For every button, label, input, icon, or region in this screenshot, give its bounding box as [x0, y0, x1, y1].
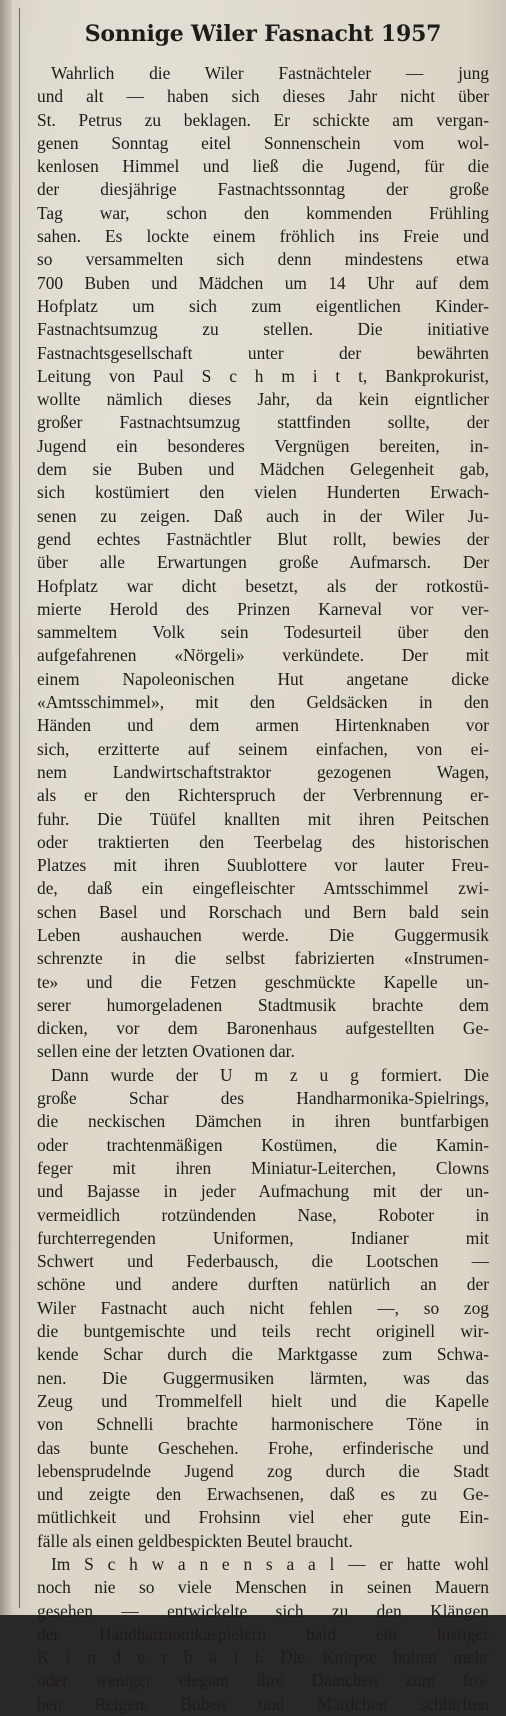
text-line: lebensprudelnde Jugend zog durch die Stadt — [37, 1460, 489, 1481]
text-line: der diesjährige Fastnachtssonntag der große — [37, 179, 489, 200]
text-line: und Bajasse in jeder Aufmachung mit der un- — [37, 1181, 489, 1202]
text-line: die buntgemischte und teils recht originell wir- — [37, 1321, 489, 1342]
text-line: dicken, vor dem Baronenhaus aufgestellten Ge- — [37, 1018, 489, 1039]
text-line: der Handharmonikaspielern bald ein lustiger — [37, 1623, 489, 1644]
text-line: Hofplatz war dicht besetzt, als der rotkostü- — [37, 575, 489, 596]
article-body — [37, 62, 489, 1716]
text-line: vermeidlich rotzündenden Nase, Roboter in — [37, 1204, 489, 1225]
text-line: schen Basel und Rorschach und Bern bald sein — [37, 901, 489, 922]
text-line: Wiler Fastnacht auch nicht fehlen —, so zog — [37, 1297, 489, 1318]
text-line: St. Petrus zu beklagen. Er schickte am vergan- — [37, 109, 489, 130]
text-line: schrenzte in die selbst fabrizierten «Instrumen- — [37, 948, 489, 969]
text-line: Leitung von Paul S c h m i t t, Bankprokurist, — [37, 365, 489, 386]
text-line: furchterregenden Uniformen, Indianer mit — [37, 1227, 489, 1248]
article — [37, 6, 489, 1716]
text-line: 700 Buben und Mädchen um 14 Uhr auf dem — [37, 272, 489, 293]
text-line: nem Landwirtschaftstraktor gezogenen Wagen, — [37, 761, 489, 782]
text-line: Fastnachtsgesellschaft unter der bewährten — [37, 342, 489, 363]
text-line: Im S c h w a n e n s a a l — er hatte wohl — [51, 1554, 489, 1574]
text-line: noch nie so viele Menschen in seinen Mauern — [37, 1577, 489, 1598]
text-line: «Amtsschimmel», mit den Geldsäcken in den — [37, 692, 489, 713]
text-line: aufgefahrenen «Nörgeli» verkündete. Der mit — [37, 645, 489, 666]
text-line: so versammelten sich denn mindestens etwa — [37, 249, 489, 270]
page-edge — [0, 0, 12, 1615]
text-line: von Schnelli brachte harmonischere Töne in — [37, 1414, 489, 1435]
text-line: oder trachtenmäßigen Kostümen, die Kamin- — [37, 1134, 489, 1155]
text-line: sahen. Es lockte einem fröhlich ins Freie und — [37, 226, 489, 247]
text-line: dem sie Buben und Mädchen Gelegenheit gab, — [37, 459, 489, 480]
text-line: nen. Die Guggermusiken lärmten, was das — [37, 1367, 489, 1388]
article-headline: Sonnige Wiler Fasnacht 1957 — [84, 21, 442, 47]
text-line: und zeigte den Erwachsenen, daß es zu Ge- — [37, 1484, 489, 1505]
text-line: Wahrlich die Wiler Fastnächteler — jung — [51, 63, 489, 83]
text-line: große Schar des Handharmonika-Spielrings, — [37, 1088, 489, 1109]
text-line: schöne und andere durften natürlich an der — [37, 1274, 489, 1295]
text-line: über alle Erwartungen große Aufmarsch. Der — [37, 552, 489, 573]
text-line: kende Schar durch die Marktgasse zum Schwa- — [37, 1344, 489, 1365]
text-line: und alt — haben sich dieses Jahr nicht über — [37, 86, 489, 107]
text-line: das bunte Geschehen. Frohe, erfinderische und — [37, 1437, 489, 1458]
text-line: sammeltem Volk sein Todesurteil über den — [37, 622, 489, 643]
text-line: oder weniger elegant ihre Dämchen zum fro- — [37, 1670, 489, 1691]
text-line: fälle als einen geldbespickten Beutel braucht. — [37, 1530, 353, 1551]
text-line: wollte nämlich dieses Jahr, da kein eigntlicher — [37, 389, 489, 410]
text-line: sich kostümiert den vielen Hunderten Erwach- — [37, 482, 489, 503]
text-line: senen zu zeigen. Daß auch in der Wiler Ju- — [37, 505, 489, 526]
text-line: feger mit ihren Miniatur-Leiterchen, Clowns — [37, 1157, 489, 1178]
text-line: K i n d e r b a l l. Die Knirpse holten mehr — [37, 1647, 489, 1668]
text-line: Dann wurde der U m z u g formiert. Die — [51, 1064, 489, 1085]
text-line: die neckischen Dämchen in ihren buntfarbigen — [37, 1111, 489, 1132]
text-line: sellen eine der letzten Ovationen dar. — [37, 1041, 295, 1062]
text-line: einem Napoleonischen Hut angetane dicke — [37, 668, 489, 689]
text-line: de, daß ein eingefleischter Amtsschimmel zwi- — [37, 878, 489, 899]
text-line: Händen und dem armen Hirtenknaben vor — [37, 715, 489, 736]
text-line: Tag war, schon den kommenden Frühling — [37, 202, 489, 223]
text-line: oder traktierten den Teerbelag des historischen — [37, 831, 489, 852]
text-line: hen Reigen, Buben und Märdchen schlürften — [37, 1693, 489, 1714]
text-line: genen Sonntag eitel Sonnenschein vom wol- — [37, 132, 489, 153]
text-line: mütlichkeit und Frohsinn viel eher gute Ein- — [37, 1507, 489, 1528]
text-line: gend echtes Fastnächtler Blut rollt, bewies der — [37, 528, 489, 549]
text-line: als er den Richterspruch der Verbrennung er- — [37, 785, 489, 806]
text-line: Jugend ein besonderes Vergnügen bereiten, in- — [37, 435, 489, 456]
text-line: Zeug und Trommelfell hielt und die Kapelle — [37, 1390, 489, 1411]
text-line: großer Fastnachtsumzug stattfinden sollte, der — [37, 412, 489, 433]
column-rule — [19, 8, 20, 1608]
text-line: gesehen — entwickelte sich zu den Klängen — [37, 1600, 489, 1621]
text-line: Fastnachtsumzug zu stellen. Die initiative — [37, 319, 489, 340]
text-line: mierte Herold des Prinzen Karneval vor ver- — [37, 598, 489, 619]
text-line: fuhr. Die Tüüfel knallten mit ihren Peitschen — [37, 808, 489, 829]
text-line: sich, erzitterte auf seinem einfachen, von ei- — [37, 738, 489, 759]
text-line: Hofplatz um sich zum eigentlichen Kinder- — [37, 295, 489, 316]
text-line: Leben aushauchen werde. Die Guggermusik — [37, 924, 489, 945]
text-line: Platzes mit ihren Suublottere vor lauter Freu- — [37, 855, 489, 876]
text-line: kenlosen Himmel und ließ die Jugend, für die — [37, 156, 489, 177]
text-line: serer humorgeladenen Stadtmusik brachte dem — [37, 994, 489, 1015]
text-line: te» und die Fetzen geschmückte Kapelle un- — [37, 971, 489, 992]
text-line: Schwert und Federbausch, die Lootschen — — [37, 1251, 489, 1272]
